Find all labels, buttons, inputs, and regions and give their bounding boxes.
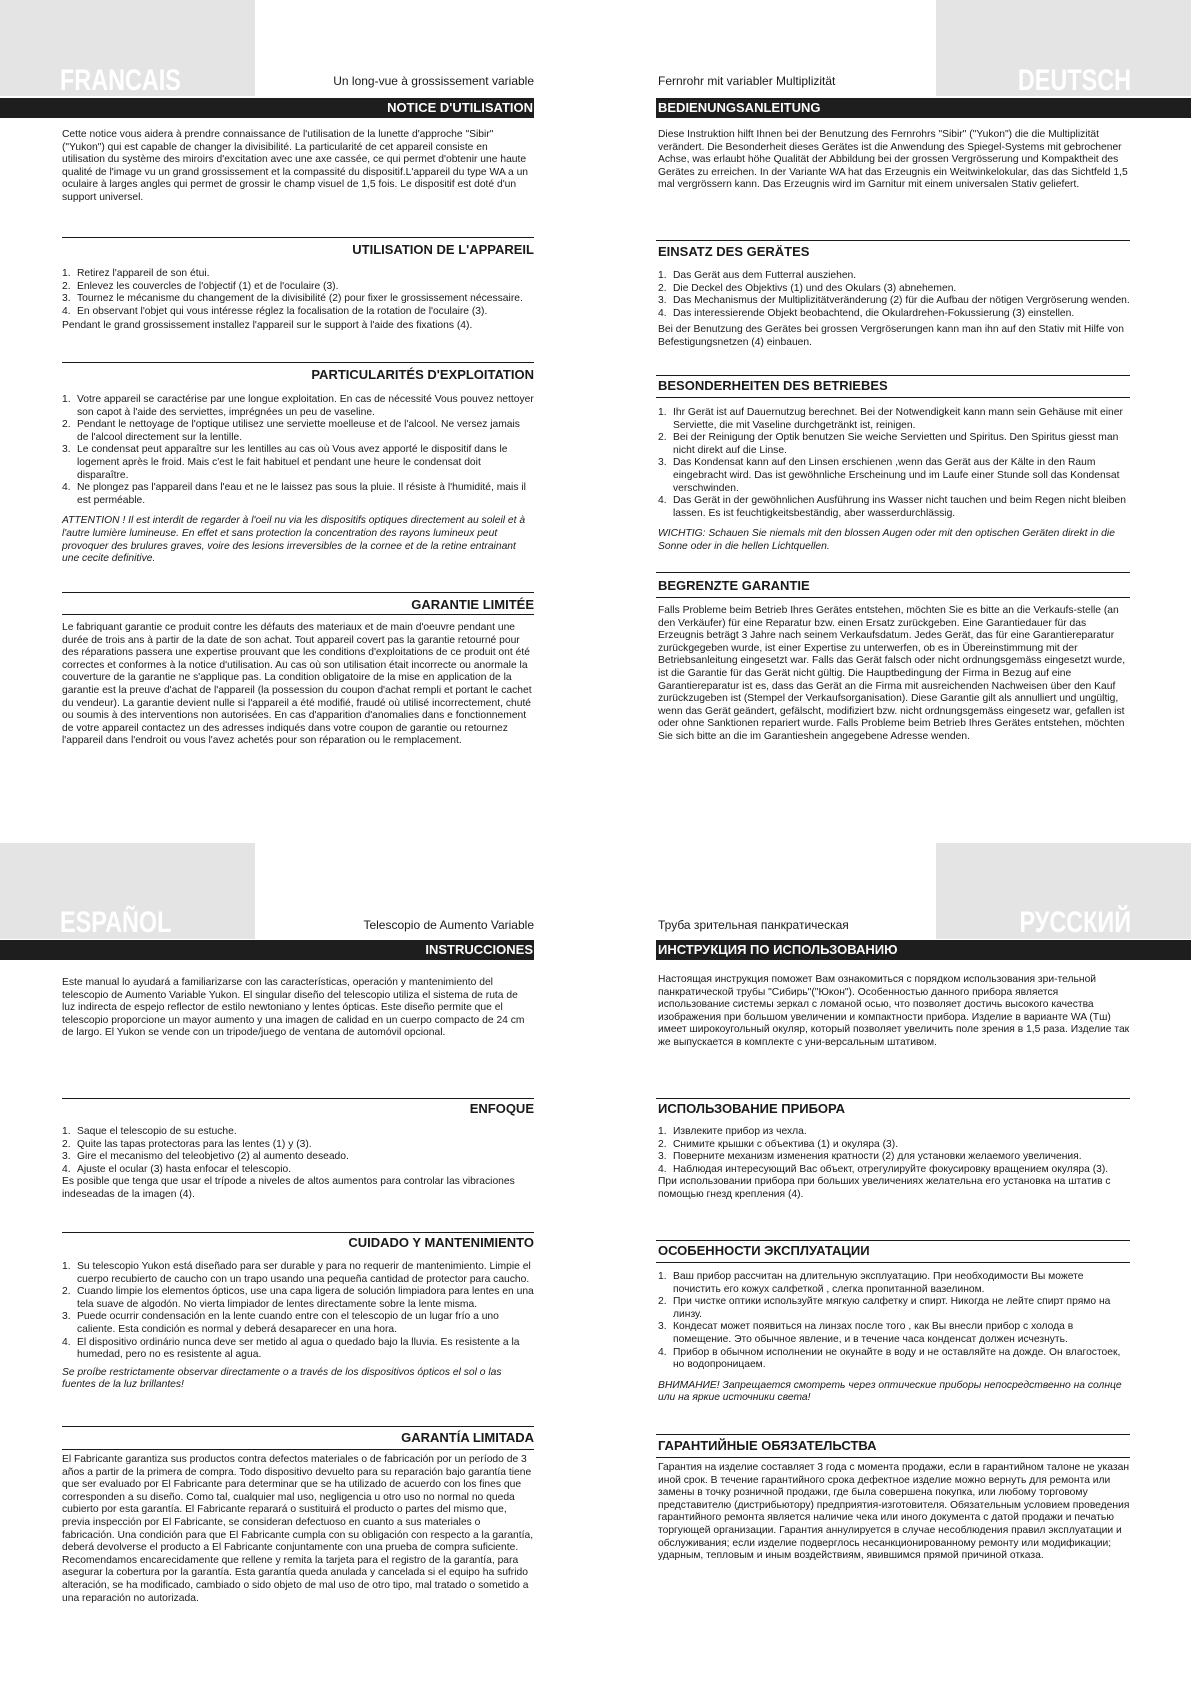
intro-de [658,129,1130,192]
rule-use-de [656,240,1130,241]
section-title-care-ru: ОСОБЕННОСТИ ЭКСПЛУАТАЦИИ [658,1243,870,1258]
section-title-care-de: BESONDERHEITEN DES BETRIEBES [658,378,888,393]
list-item: 3. Поверните механизм изменения кратности (2) для установки желаемого увеличения. [658,1151,1082,1163]
use-section-ru [658,1126,1130,1202]
list-item: 3. Das Kondensat kann auf den Linsen erschienen ,wenn das Gerät aus der Kälte in den Raum eingebracht wird. Das ist gewöhnliche Erscheinung und im Laufe einer Stunde soll das Kondensat verschwinden. [658,457,1120,494]
list-item: 3. Tournez le mécanisme du changement de la divisibilité (2) pour fixer le grossissement nécessaire. [62,293,523,305]
warranty-text-fr: Le fabriquant garantie ce produit contre les défauts des materiaux et de main d'oeuvre pendant une durée de trois ans à partir de la date de son achat. Tout appareil covert pas la garantie retourné pour des réparations passera une expertise prouvant que les conditions d'exploitations de ce produit ont été correctes et conformes à la notice d'utilisation. Au cas où son utilisation était incorrecte ou anormale la couverture de la garantie ne s'applique pas. La condition obligatoire de la mise en application de la garantie est la preuve d'achat de l'appareil (la possession du coupon d'achat rempli et portant le cachet du vendeur). La garantie devient nulle si l'appareil a été modifié, fraudé où utilisé incorrectement, chuté ou soumis à des interventions non autorisées. En cas d'apparition d'anomalies dans e fonctionnement de votre appareil contactez un des adresses indiqués dans votre coupon de garantie ou retournez l'appareil dans l'endroit ou vous l'avez achetés pour son réparation ou le remplacement. [62,622,532,747]
list-item: 1. Saque el telescopio de su estuche. [62,1126,237,1137]
intro-ru [658,974,1130,1050]
intro-fr [62,129,532,205]
language-title-ru: РУССКИЙ [1019,906,1131,939]
rule-warranty-es [62,1426,534,1427]
use-note-fr: Pendant le grand grossissement installez l'appareil sur le support à l'aide des fixations (4). [62,320,473,332]
list-item: 4. En observant l'objet qui vous intéresse réglez la focalisation de la rotation de l'oculaire (3). [62,305,488,317]
section-title-use-es: ENFOQUE [469,1101,534,1116]
rule-warranty-under-de [656,597,1130,598]
list-item: 1. Su telescopio Yukon está diseñado para ser durable y para no requerir de mantenimiento. Limpie el cuerpo recubierto de caucho con un trapo usando una pequeña cantidad de protector para caucho. [62,1261,531,1285]
list-item: 4. Ajuste el ocular (3) hasta enfocar el telescopio. [62,1163,292,1175]
banner-ru: ИНСТРУКЦИЯ ПО ИСПОЛЬЗОВАНИЮ [656,940,1191,960]
use-list-ru [658,1126,1130,1176]
list-item: 4. Наблюдая интересующий Вас объект, отрегулируйте фокусировку вращением окуляра (3). [658,1163,1109,1175]
rule-use-fr [62,237,534,238]
language-title-es: ESPAÑOL [60,906,172,939]
care-warning-es: Se proíbe restrictamente observar directamente o a través de los dispositivos ópticos el sol o las fuentes de la luz brillantes! [62,1366,502,1391]
use-note-de: Bei der Benutzung des Gerätes bei grossen Vergröserungen kann man ihn auf den Stativ mit Hilfe von Befestigungsnetzen (4) einbauen. [658,324,1124,348]
list-item: 4. Прибор в обычном исполнении не окунайте в воду и не оставляйте на дожде. Он влагостоек, но водопроницаем. [658,1346,1121,1371]
warranty-section-fr [62,622,534,748]
list-item: 2. Quite las tapas protectoras para las lentes (1) y (3). [62,1138,312,1150]
list-item: 3. Gire el mecanismo del teleobjetivo (2) al aumento deseado. [62,1151,349,1163]
list-item: 1. Retirez l'appareil de son étui. [62,268,210,279]
care-list-fr [62,394,534,507]
intro-text-de: Diese Instruktion hilft Ihnen bei der Benutzung des Fernrohrs "Sibir" ("Yukon") die die Multiplizität verändert. Die Besonderheit dieses Gerätes ist die Anwendung des Spiegel-Systems mit gebrochener Achse, was erlaubt höhe Qualität der Abbildung bei der grossen Vergrösserung und Kompaktheit des Gerätes zu erreichen. In der Variante WA hat das Erzeugnis ein Weitwinkelokular, das das Sichtfeld 1,5 mal vergrössern kann. Das Erzeugnis wird im Garnitur mit einem universalen Stativ geliefert. [658,129,1128,191]
list-item: 1. Votre appareil se caractérise par une longue exploitation. En cas de nécessité Vous pouvez nettoyer son capot à l'aide des serviettes, imprégnées un peu de vaseline. [62,394,534,418]
warranty-text-es: El Fabricante garantiza sus productos contra defectos materiales o de fabricación por un período de 3 años a partir de la primera de compra. Todo dispositivo devuelto para su reparación bajo garantía tiene que ser evaluado por El Fabricante para determinar que se ha utilizado de acuerdo con los fines que corresponden a su diseño. Como tal, cualquier mal uso, negligencia u otro uso no normal no queda cubierto por esta garantía. El Fabricante reparará o sustituirá el producto o partes del mismo que, previa inspección por El Fabricante, se consideran defectuoso en cuanto a sus materiales o fabricación. Una condición para que El Fabricante cumpla con su obligación con respecto a la garantía, deberá devolverse el producto a El Fabricante conjuntamente con una prueba de compra suficiente. Recomendamos encarecidamente que rellene y remita la tarjeta para el registro de la garantía, para asegurar la cobertura por la garantía. Esta garantía queda anulada y cancelada si el equipo ha sufrido alteración, se ha modificado, cambiado o sido objeto de mal uso de otro tipo, mal tratado o sometido a una reparación no autorizada. [62,1454,534,1604]
list-item: 1. Das Gerät aus dem Futterral ausziehen. [658,270,857,281]
use-section-de [658,270,1130,350]
care-list-ru [658,1271,1130,1372]
list-item: 4. Das Gerät in der gewöhnlichen Ausführung ins Wasser nicht tauchen und beim Regen nicht bleiben lassen. Es ist feuchtigkeitsbeständig, aber wasserdurchlässig. [658,495,1126,519]
rule-warranty-ru [656,1434,1130,1435]
rule-warranty-fr [62,592,534,593]
use-list-de [658,270,1130,320]
rule-warranty-under-es [62,1449,534,1450]
list-item: 2. Die Deckel des Objektivs (1) und des Okulars (3) abnehemen. [658,282,957,294]
rule-care-under-ru [656,1262,1130,1263]
care-warning-de: WICHTIG: Schauen Sie niemals mit den blossen Augen oder mit den optischen Geräten direkt in die Sonne oder in die hellen Lichtquellen. [658,528,1115,552]
rule-care-de [656,375,1130,376]
list-item: 4. Das interessierende Objekt beobachtend, die Okulardrehen-Fokussierung (3) einstellen. [658,307,1075,319]
list-item: 4. Ne plongez pas l'appareil dans l'eau et ne le laissez pas sous la pluie. Il résiste à l'humidité, mais il est perméable. [62,482,526,506]
rule-use-es [62,1098,534,1099]
use-list-fr [62,268,534,318]
care-warning-ru: ВНИМАНИЕ! Запрещается смотреть через оптические приборы непосредственно на солнце или на яркие источники света! [658,1379,1122,1404]
list-item: 2. Pendant le nettoyage de l'optique utilisez une serviette moelleuse et de l'alcool. Ne versez jamais de l'alcool directement sur la lentille. [62,419,520,443]
use-list-es [62,1126,534,1176]
subtitle-de: Fernrohr mit variabler Multiplizität [658,74,836,88]
language-title-fr: FRANCAIS [60,64,181,97]
list-item: 3. Le condensat peut apparaître sur les lentilles au cas où Vous avez apporté le dispositif dans le logement après le froid. Mais c'est le fait habituel et pendant une heure le condensat doit disparaître. [62,444,508,481]
rule-care-under-de [656,397,1130,398]
rule-care-ru [656,1240,1130,1241]
list-item: 1. Ihr Gerät ist auf Dauernutzug berechnet. Bei der Notwendigkeit kann mann sein Gehäuse mit einer Serviette, die mit Vaseline durchgetränkt ist, reinigen. [658,407,1123,431]
rule-warranty-de [656,572,1130,573]
use-section-es [62,1126,534,1202]
section-title-warranty-ru: ГАРАНТИЙНЫЕ ОБЯЗАТЕЛЬСТВА [658,1438,877,1453]
section-title-care-fr: PARTICULARITÉS D'EXPLOITATION [311,367,534,382]
language-title-de: DEUTSCH [1017,64,1131,97]
banner-de: BEDIENUNGSANLEITUNG [656,98,1191,118]
list-item: 4. El dispositivo ordinário nunca deve ser metido al agua o quedado bajo la lluvia. Es resistente a la humedad, pero no es resistente al agua. [62,1336,520,1361]
list-item: 2. Снимите крышки с объектива (1) и окуляра (3). [658,1138,899,1150]
list-item: 2. При чистке оптики используйте мягкую салфетку и спирт. Никогда не лейте спирт прямо на линзу. [658,1296,1111,1320]
rule-warranty-under-ru [656,1457,1130,1458]
warranty-section-de [658,605,1130,744]
section-title-use-de: EINSATZ DES GERÄTES [658,244,810,259]
rule-care-fr [62,362,534,363]
banner-es: INSTRUCCIONES [0,940,534,960]
section-title-warranty-fr: GARANTIE LIMITÉE [411,597,534,612]
intro-text-ru: Настоящая инструкция поможет Вам ознакомиться с порядком использования зри-тельной панкратической трубы "Сибирь"("Юкон"). Особенностью данного прибора является использование системы зеркал с ломаной осью, что позволяет достичь высокого качества изображения при большом увеличении и компактности прибора. Изделие в варианте WA (Тш) имеет широкоугольный окуляр, который позволяет увеличить поле зрения в 1,5 раза. Изделие так же выпускается в комплекте с уни-версальным штативом. [658,974,1130,1048]
subtitle-es: Telescopio de Aumento Variable [363,918,534,932]
warranty-section-es [62,1454,534,1605]
list-item: 3. Das Mechanismus der Multiplizitätveränderung (2) für die Aufbau der nötigen Vergröserung wenden. [658,295,1130,307]
rule-use-ru [656,1098,1130,1099]
care-list-es [62,1261,534,1362]
list-item: 2. Bei der Reinigung der Optik benutzen Sie weiche Servietten und Spiritus. Den Spiritus giesst man nicht direkt auf die Linse. [658,432,1119,456]
intro-text-fr: Cette notice vous aidera à prendre connaissance de l'utilisation de la lunette d'approche "Sibir" ("Yukon") qui est capable de changer la divisibilité. La particularité de cet appareil consiste en utilisation du système des miroirs d'excitation avec une axe cassée, ce qui permet d'obtenir une haute qualité de l'image vu un grand grossissement et la compassité du dispositif.L'appareil du type WA a un oculaire à larges angles qui permet de grossir le champ visuel de 1,5 fois. Le dispositif est doté d'un support universel. [62,129,529,203]
use-note-ru: При использовании прибора при больших увеличениях желательна его установка на штатив с помощью гнезд крепления (4). [658,1176,1111,1200]
care-section-fr [62,394,534,566]
rule-care-es [62,1232,534,1233]
subtitle-fr: Un long-vue à grossissement variable [333,74,534,88]
list-item: 1. Ваш прибор рассчитан на длительную эксплуатацию. При необходимости Вы можете почистить его кожух салфеткой , слегка пропитанной вазелином. [658,1271,1084,1295]
banner-fr: NOTICE D'UTILISATION [0,98,534,118]
section-title-care-es: CUIDADO Y MANTENIMIENTO [348,1235,534,1250]
list-item: 2. Cuando limpie los elementos ópticos, use una capa ligera de solución limpiadora para lentes en una tela suave de algodón. No vierta limpiador de lentes directamente sobre la lente misma. [62,1286,534,1310]
warranty-section-ru [658,1462,1130,1563]
section-title-warranty-de: BEGRENZTE GARANTIE [658,578,810,593]
use-note-es: Es posible que tenga que usar el trípode a niveles de altos aumentos para controlar las vibraciones indeseadas de la imagen (4). [62,1176,515,1200]
care-warning-fr: ATTENTION ! Il est interdit de regarder à l'oeil nu via les dispositifs optiques directement au soleil et à l'autre lumière lumineuse. En effet et sans protection la concentration des rayons lumineux peut provoquer des brulures graves, voire des lesions irreversibles de la cornee et de la retine entrainant une cecite definitive. [62,515,526,565]
subtitle-ru: Труба зрительная панкратическая [658,918,849,932]
care-section-de [658,407,1130,554]
section-title-warranty-es: GARANTÍA LIMITADA [401,1430,534,1445]
list-item: 3. Кондесат может появиться на линзах после того , как Вы внесли прибор с холода в помещение. Это обычное явление, и в течение часа конденсат должен исчезнуть. [658,1321,1074,1345]
care-section-es [62,1261,534,1392]
use-section-fr [62,268,534,333]
intro-text-es: Este manual lo ayudará a familiarizarse con las características, operación y mantenimiento del telescopio de Aumento Variable Yukon. El singular diseño del telescopio utiliza el sistema de ruta de luz indirecta de espejo reflector de estilo newtoniano y lentes ópticas. Este diseño permite que el telescopio proporcione un mayor aumento y una imagen de calidad en un cuerpo compacto de 24 cm de largo. El Yukon se vende con un tripode/juego de ventana de automóvil opcional. [62,977,525,1039]
section-title-use-ru: ИСПОЛЬЗОВАНИЕ ПРИБОРА [658,1101,845,1116]
rule-warranty-under-fr [62,614,534,615]
warranty-text-de: Falls Probleme beim Betrieb Ihres Gerätes entstehen, möchten Sie es bitte an die Verkaufs-stelle (an den Verkäufer) für eine Reparatur bzw. einen Ersatz zurückgeben. Eine Garantiedauer für das Erzeugnis beträgt 3 Jahre nach seinem Verkaufsdatum. Jedes Gerät, das für eine Garantiereparatur zurückgegeben wurde, ist einer Expertise zu unterwerfen, ob es in Übereinstimmung mit der Betriebsanleitung eingesetzt war. Falls das Gerät falsch oder nicht ordnungsgemäss eingesetzt wurde, ist die Garantie für das Gerät nicht gültig. Die Hauptbedingung der Firma in Bezug auf eine Garantiereparatur ist es, dass das Gerät an die Firma mit ausreichenden Nachweisen über den Kauf zurückzugeben ist (Stempel der Verkaufsorganisation). Diese Garantie gilt als annulliert und ungültig, wenn das Gerät geändert, gefälscht, modifiziert bzw. nicht ordnungsgemäss eingesetz war, gefallen ist oder ohne Sanktionen repariert wurde. Falls Probleme beim Betrieb Ihres Gerätes entstehen, möchten Sie sich bitte an die im Garantieshein angegebene Adresse wenden. [658,605,1126,742]
section-title-use-fr: UTILISATION DE L'APPAREIL [352,242,534,257]
list-item: 2. Enlevez les couvercles de l'objectif (1) et de l'oculaire (3). [62,280,339,292]
care-list-de [658,407,1130,520]
care-section-ru [658,1271,1130,1405]
warranty-text-ru: Гарантия на изделие составляет 3 года с момента продажи, если в гарантийном талоне не указан иной срок. В течение гарантийного срока дефектное изделие можно вернуть для ремонта или замены в точку розничной продажи, где была совершена покупка, или любому торговому представителю (дистрибьютору) предприятия-изготовителя. Обязательным условием проведения гарантийного ремонта является наличие чека или иного документа с датой продажи и печатью торгующей организации. Гарантия аннулируется в случае несоблюдения правил эксплуатации и обслуживания; если изделие подверглось несанкционированному ремонту или модификации; ударным, тепловым и иным воздействиям, явившимся прямой причиной отказа. [658,1462,1130,1562]
list-item: 1. Извлеките прибор из чехла. [658,1126,807,1137]
intro-es [62,977,532,1040]
list-item: 3. Puede ocurrir condensación en la lente cuando entre con el telescopio de un lugar frío a uno caliente. Esta condición es normal y deberá desaparecer en una hora. [62,1311,499,1335]
